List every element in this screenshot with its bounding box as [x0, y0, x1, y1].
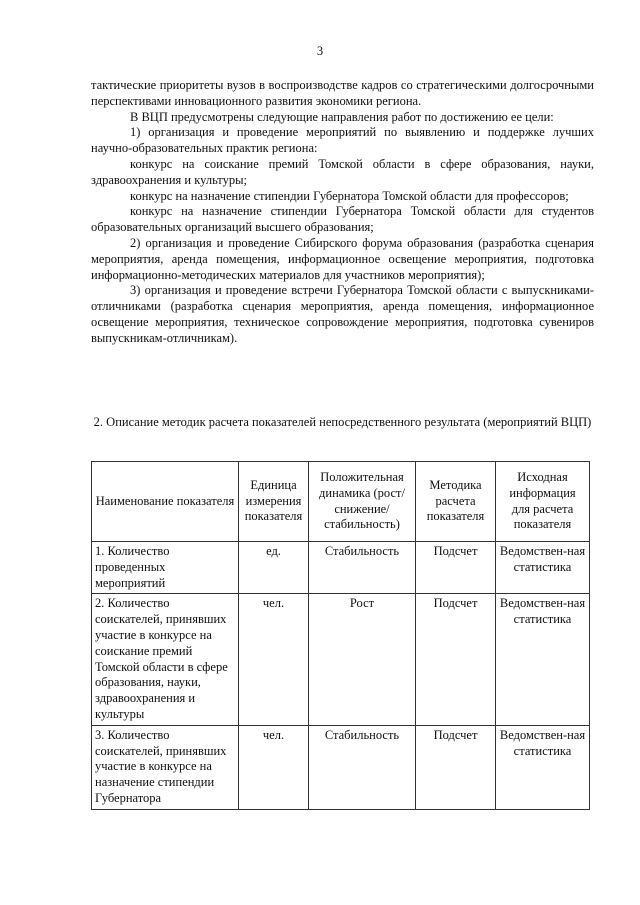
indicator-name: 2. Количество соискателей, принявших участие в конкурсе на соискание премий Томской области в сфере образования, науки, здравоохранения и культуры	[92, 594, 239, 725]
table-row	[92, 594, 590, 725]
header-method: Методика расчета показателя	[416, 462, 496, 542]
source: Ведомствен-ная статистика	[496, 594, 590, 725]
table-row	[92, 725, 590, 809]
section-title: 2. Описание методик расчета показателей непосредственного результата (мероприятий ВЦП)	[93, 415, 592, 429]
header-source: Исходная информация для расчета показателя	[496, 462, 590, 542]
method: Подсчет	[416, 725, 496, 809]
table-header-row	[92, 462, 590, 542]
dynamics: Рост	[309, 594, 416, 725]
source: Ведомствен-ная статистика	[496, 542, 590, 594]
paragraph: 2) организация и проведение Сибирского форума образования (разработка сценария мероприятия, аренда помещения, информационное освещение мероприятия, подготовка информационно-методических материалов для участников мероприятия);	[91, 235, 594, 282]
dynamics: Стабильность	[309, 725, 416, 809]
paragraph: конкурс на назначение стипендии Губернатора Томской области для профессоров;	[130, 188, 569, 203]
unit: ед.	[239, 542, 309, 594]
header-unit: Единица измерения показателя	[239, 462, 309, 542]
dynamics: Стабильность	[309, 542, 416, 594]
indicators-table	[91, 461, 590, 810]
indicator-name: 1. Количество проведенных мероприятий	[92, 542, 239, 594]
body-text	[91, 78, 594, 347]
header-dynamics: Положительная динамика (рост/ снижение/ стабильность)	[309, 462, 416, 542]
source: Ведомствен-ная статистика	[496, 725, 590, 809]
table-row	[92, 542, 590, 594]
method: Подсчет	[416, 542, 496, 594]
method: Подсчет	[416, 594, 496, 725]
paragraph: В ВЦП предусмотрены следующие направления работ по достижению ее цели:	[130, 109, 554, 124]
paragraph: 3) организация и проведение встречи Губернатора Томской области с выпускниками-отличниками (разработка сценария мероприятия, аренда помещения, информационное освещение мероприятия, техническое сопровождение мероприятия, подготовка сувениров выпускникам-отличникам).	[91, 283, 594, 345]
paragraph: конкурс на назначение стипендии Губернатора Томской области для студентов образовательных организаций высшего образования;	[91, 204, 594, 235]
header-indicator-name: Наименование показателя	[92, 462, 239, 542]
unit: чел.	[239, 594, 309, 725]
paragraph: тактические приоритеты вузов в воспроизводстве кадров со стратегическими долгосрочными перспективами инновационного развития экономики региона.	[91, 78, 594, 108]
indicator-name: 3. Количество соискателей, принявших участие в конкурсе на назначение стипендии Губернатора	[92, 725, 239, 809]
paragraph: конкурс на соискание премий Томской области в сфере образования, науки, здравоохранения и культуры;	[91, 156, 594, 187]
unit: чел.	[239, 725, 309, 809]
paragraph: 1) организация и проведение мероприятий по выявлению и поддержке лучших научно-образовательных практик региона:	[91, 125, 594, 156]
page-number: 3	[316, 44, 324, 58]
